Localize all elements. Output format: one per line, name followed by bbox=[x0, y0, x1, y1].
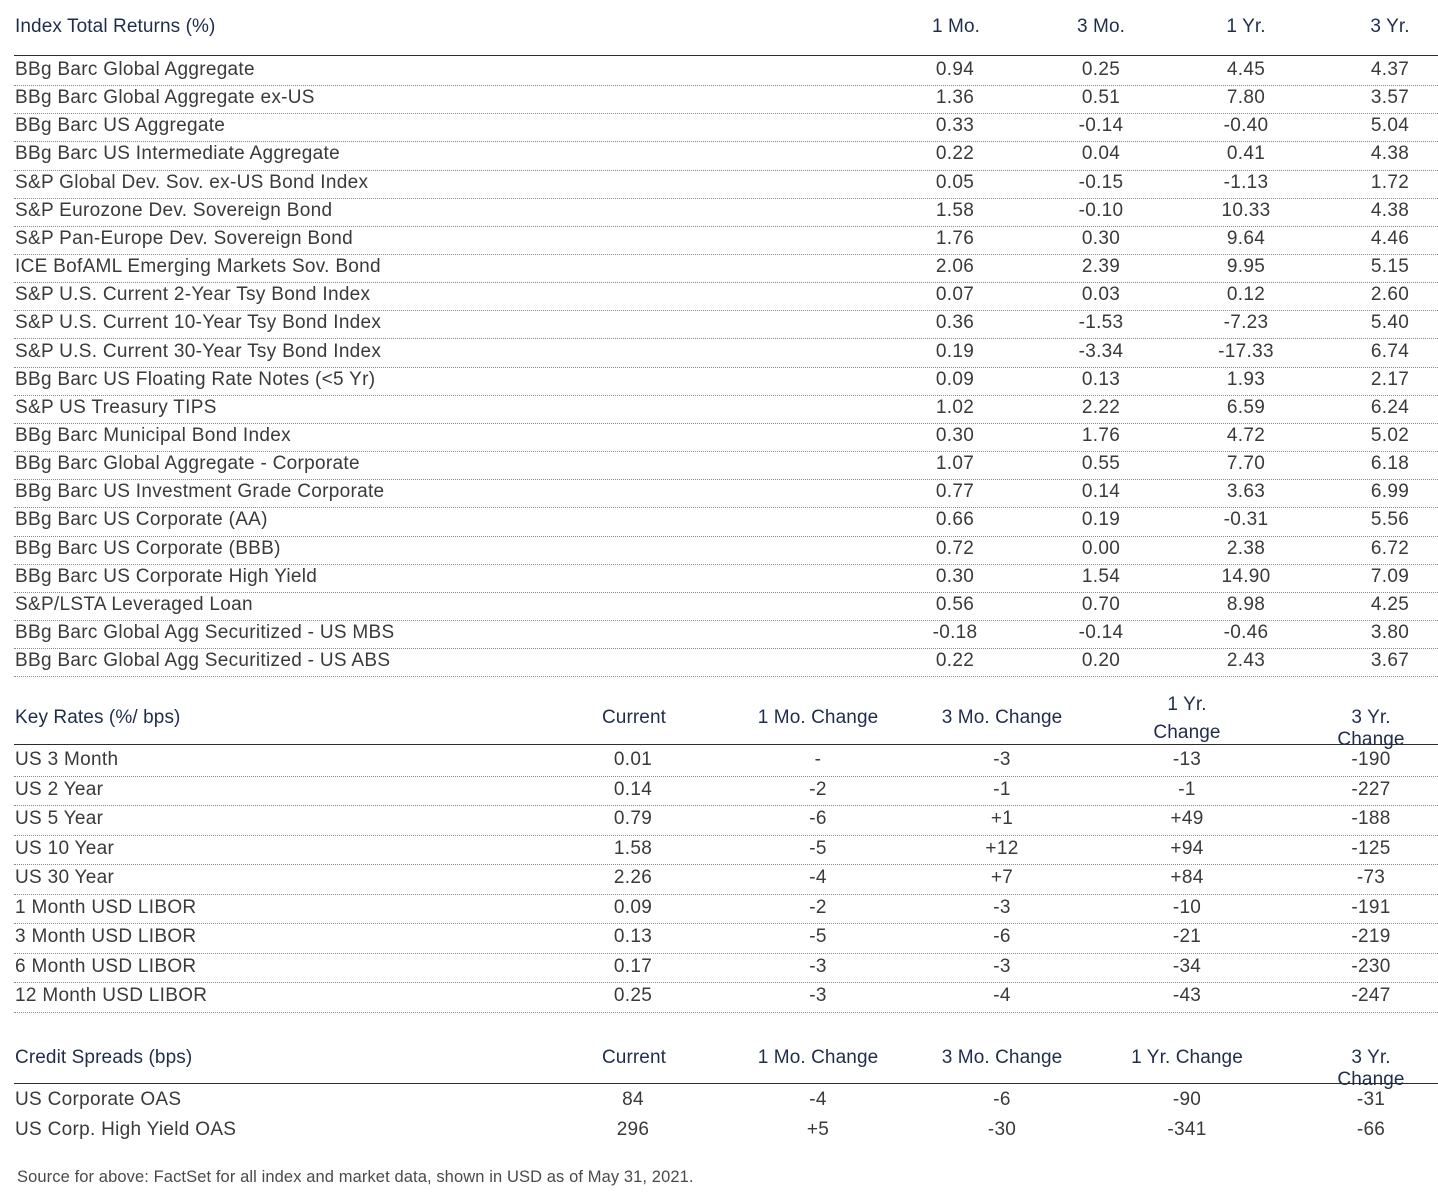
row-value: -1 bbox=[1178, 778, 1196, 800]
row-label: US Corporate OAS bbox=[15, 1089, 182, 1110]
row-label: BBg Barc Global Aggregate - Corporate bbox=[15, 453, 360, 475]
row-value: -3.34 bbox=[1078, 340, 1124, 362]
credit-spreads-title: Credit Spreads (bps) bbox=[15, 1047, 193, 1068]
row-value: 4.72 bbox=[1226, 424, 1266, 446]
row-label: S&P US Treasury TIPS bbox=[15, 396, 217, 418]
row-value: 6.24 bbox=[1370, 396, 1410, 418]
row-value: 7.09 bbox=[1370, 565, 1410, 587]
row-value: 0.56 bbox=[935, 593, 975, 615]
row-label: BBg Barc US Corporate (AA) bbox=[15, 509, 268, 531]
row-value: -6 bbox=[993, 1089, 1011, 1110]
row-label: S&P/LSTA Leveraged Loan bbox=[15, 593, 253, 615]
col-header-1mo-change: 1 Mo. Change bbox=[757, 707, 879, 728]
row-value: -227 bbox=[1351, 778, 1391, 800]
table-row bbox=[14, 746, 1438, 777]
table-row bbox=[14, 835, 1438, 866]
row-value: -13 bbox=[1172, 749, 1202, 770]
row-value: +84 bbox=[1170, 867, 1204, 888]
row-label: BBg Barc US Corporate High Yield bbox=[15, 565, 318, 587]
table-row bbox=[14, 592, 1438, 621]
table-row bbox=[14, 367, 1438, 396]
row-value: 0.70 bbox=[1081, 593, 1121, 615]
row-value: 0.51 bbox=[1081, 87, 1121, 109]
row-value: 0.09 bbox=[935, 368, 975, 390]
table-row bbox=[14, 226, 1438, 255]
row-value: +5 bbox=[806, 1119, 830, 1140]
row-value: -7.23 bbox=[1223, 312, 1269, 334]
row-value: 9.64 bbox=[1226, 227, 1266, 249]
table-row bbox=[14, 254, 1438, 283]
row-value: -4 bbox=[809, 867, 827, 888]
row-value: 9.95 bbox=[1226, 256, 1266, 278]
row-value: 0.36 bbox=[935, 312, 975, 334]
row-value: 296 bbox=[616, 1119, 650, 1140]
row-value: 3.57 bbox=[1370, 87, 1410, 109]
row-value: -73 bbox=[1356, 867, 1386, 888]
row-value: 0.17 bbox=[613, 955, 653, 977]
row-value: 2.26 bbox=[613, 867, 653, 888]
table-row bbox=[14, 423, 1438, 452]
row-value: 1.93 bbox=[1226, 368, 1266, 390]
row-value: 0.72 bbox=[935, 537, 975, 559]
row-value: -0.14 bbox=[1078, 622, 1124, 643]
row-value: +49 bbox=[1170, 808, 1204, 829]
table-row bbox=[14, 170, 1438, 199]
row-value: -21 bbox=[1172, 926, 1202, 947]
row-value: 1.58 bbox=[935, 199, 975, 221]
row-value: - bbox=[814, 749, 822, 770]
row-label: US 3 Month bbox=[15, 749, 119, 770]
row-label: US Corp. High Yield OAS bbox=[15, 1119, 237, 1140]
row-label: BBg Barc Global Agg Securitized - US ABS bbox=[15, 650, 391, 672]
col-header-3mo-change: 3 Mo. Change bbox=[941, 707, 1063, 728]
table-row bbox=[14, 282, 1438, 311]
row-value: 0.30 bbox=[1081, 227, 1121, 249]
row-label: BBg Barc Global Agg Securitized - US MBS bbox=[15, 622, 395, 643]
index-returns-title: Index Total Returns (%) bbox=[15, 16, 216, 37]
credit-spreads-header bbox=[14, 1033, 1438, 1090]
row-value: 0.14 bbox=[1081, 481, 1121, 503]
row-label: S&P U.S. Current 10-Year Tsy Bond Index bbox=[15, 312, 382, 334]
row-value: -5 bbox=[809, 926, 827, 947]
row-value: -2 bbox=[809, 896, 827, 918]
row-value: 0.22 bbox=[935, 143, 975, 165]
col-header-1yr-line1: 1 Yr. bbox=[1167, 694, 1207, 715]
row-label: US 2 Year bbox=[15, 778, 104, 800]
row-label: BBg Barc Global Aggregate bbox=[15, 59, 255, 80]
row-value: 1.54 bbox=[1081, 565, 1121, 587]
col-header-3yr-change: 3 Yr. Change bbox=[1337, 707, 1405, 750]
row-value: -31 bbox=[1356, 1089, 1386, 1110]
row-value: -188 bbox=[1351, 808, 1391, 829]
row-value: -43 bbox=[1172, 985, 1202, 1006]
row-value: -10 bbox=[1172, 896, 1202, 918]
table-row bbox=[14, 310, 1438, 339]
row-value: 3.80 bbox=[1370, 622, 1410, 643]
row-value: 2.17 bbox=[1370, 368, 1410, 390]
row-value: 0.07 bbox=[935, 284, 975, 306]
row-label: S&P Pan-Europe Dev. Sovereign Bond bbox=[15, 227, 353, 249]
table-row bbox=[14, 982, 1438, 1013]
row-value: -190 bbox=[1351, 749, 1391, 770]
row-value: +1 bbox=[990, 808, 1014, 829]
row-value: 0.55 bbox=[1081, 453, 1121, 475]
row-value: 84 bbox=[622, 1089, 644, 1110]
key-rates-header bbox=[14, 690, 1438, 750]
row-value: 0.13 bbox=[1081, 368, 1121, 390]
table-row bbox=[14, 141, 1438, 170]
table-row bbox=[14, 507, 1438, 536]
row-value: 0.41 bbox=[1226, 143, 1266, 165]
row-value: -219 bbox=[1351, 926, 1391, 947]
row-label: S&P U.S. Current 30-Year Tsy Bond Index bbox=[15, 340, 382, 362]
col-header-1yr-change: 1 Yr. Change bbox=[1131, 1047, 1243, 1068]
col-header-3mo: 3 Mo. bbox=[1076, 16, 1126, 37]
table-row bbox=[14, 395, 1438, 424]
row-value: 6.18 bbox=[1370, 453, 1410, 475]
row-value: 2.38 bbox=[1226, 537, 1266, 559]
row-value: 2.60 bbox=[1370, 284, 1410, 306]
row-label: BBg Barc US Intermediate Aggregate bbox=[15, 143, 340, 165]
col-header-1mo: 1 Mo. bbox=[931, 16, 981, 37]
row-value: 1.58 bbox=[613, 837, 653, 859]
row-label: S&P Global Dev. Sov. ex-US Bond Index bbox=[15, 171, 369, 193]
row-value: -0.10 bbox=[1078, 199, 1124, 221]
row-value: 4.37 bbox=[1370, 59, 1410, 80]
row-value: -5 bbox=[809, 837, 827, 859]
col-header-3yr: 3 Yr. bbox=[1370, 16, 1410, 37]
row-value: 2.22 bbox=[1081, 396, 1121, 418]
row-value: 1.36 bbox=[935, 87, 975, 109]
key-rates-title: Key Rates (%/ bps) bbox=[15, 707, 181, 728]
row-value: 4.38 bbox=[1370, 143, 1410, 165]
table-row bbox=[14, 953, 1438, 984]
row-value: -2 bbox=[809, 778, 827, 800]
row-value: 0.79 bbox=[613, 808, 653, 829]
row-value: 0.19 bbox=[1081, 509, 1121, 531]
row-value: 6.72 bbox=[1370, 537, 1410, 559]
table-row bbox=[14, 198, 1438, 227]
row-value: 5.15 bbox=[1370, 256, 1410, 278]
row-value: -30 bbox=[987, 1119, 1017, 1140]
row-value: 0.13 bbox=[613, 926, 653, 947]
row-value: 5.40 bbox=[1370, 312, 1410, 334]
row-label: 12 Month USD LIBOR bbox=[15, 985, 208, 1006]
row-value: -34 bbox=[1172, 955, 1202, 977]
row-value: -17.33 bbox=[1218, 340, 1274, 362]
row-value: -125 bbox=[1351, 837, 1391, 859]
row-value: 0.12 bbox=[1226, 284, 1266, 306]
table-row bbox=[14, 776, 1438, 807]
table-row bbox=[14, 57, 1438, 86]
row-label: ICE BofAML Emerging Markets Sov. Bond bbox=[15, 256, 381, 278]
row-value: 0.14 bbox=[613, 778, 653, 800]
row-value: 5.56 bbox=[1370, 509, 1410, 531]
row-value: -191 bbox=[1351, 896, 1391, 918]
row-label: BBg Barc US Aggregate bbox=[15, 115, 226, 137]
row-value: 0.05 bbox=[935, 171, 975, 193]
table-row bbox=[14, 805, 1438, 836]
row-value: -4 bbox=[993, 985, 1011, 1006]
table-row bbox=[14, 113, 1438, 142]
row-value: -0.40 bbox=[1223, 115, 1269, 137]
row-value: 1.07 bbox=[935, 453, 975, 475]
col-header-3mo-change: 3 Mo. Change bbox=[941, 1047, 1063, 1068]
row-value: 1.72 bbox=[1370, 171, 1410, 193]
row-label: US 5 Year bbox=[15, 808, 104, 829]
col-header-current: Current bbox=[601, 707, 667, 728]
row-value: 4.45 bbox=[1226, 59, 1266, 80]
row-value: 7.70 bbox=[1226, 453, 1266, 475]
row-value: 0.20 bbox=[1081, 650, 1121, 672]
table-row bbox=[14, 339, 1438, 368]
col-header-current: Current bbox=[601, 1047, 667, 1068]
row-value: 2.39 bbox=[1081, 256, 1121, 278]
col-header-1yr-line2: Change bbox=[1153, 722, 1221, 743]
row-value: 0.25 bbox=[1081, 59, 1121, 80]
table-row bbox=[14, 479, 1438, 508]
row-value: 4.25 bbox=[1370, 593, 1410, 615]
table-row bbox=[14, 1115, 1438, 1145]
col-header-3yr-change: 3 Yr. Change bbox=[1337, 1047, 1405, 1090]
row-value: 1.02 bbox=[935, 396, 975, 418]
row-value: 2.06 bbox=[935, 256, 975, 278]
row-value: +94 bbox=[1170, 837, 1204, 859]
row-label: S&P Eurozone Dev. Sovereign Bond bbox=[15, 199, 333, 221]
table-row bbox=[14, 536, 1438, 565]
col-header-1yr: 1 Yr. bbox=[1226, 16, 1266, 37]
row-value: 0.77 bbox=[935, 481, 975, 503]
row-value: 0.30 bbox=[935, 565, 975, 587]
row-value: 2.43 bbox=[1226, 650, 1266, 672]
row-value: 4.38 bbox=[1370, 199, 1410, 221]
row-value: 10.33 bbox=[1221, 199, 1271, 221]
row-value: 0.03 bbox=[1081, 284, 1121, 306]
row-value: +12 bbox=[985, 837, 1019, 859]
table-row bbox=[14, 864, 1438, 895]
row-label: US 30 Year bbox=[15, 867, 115, 888]
row-value: -3 bbox=[809, 985, 827, 1006]
row-value: 6.59 bbox=[1226, 396, 1266, 418]
row-value: 5.02 bbox=[1370, 424, 1410, 446]
row-label: 6 Month USD LIBOR bbox=[15, 955, 197, 977]
row-label: S&P U.S. Current 2-Year Tsy Bond Index bbox=[15, 284, 371, 306]
row-label: 1 Month USD LIBOR bbox=[15, 896, 197, 918]
row-value: -6 bbox=[809, 808, 827, 829]
row-value: -3 bbox=[993, 749, 1011, 770]
row-value: -341 bbox=[1167, 1119, 1207, 1140]
row-value: 7.80 bbox=[1226, 87, 1266, 109]
row-value: 3.67 bbox=[1370, 650, 1410, 672]
row-value: 5.04 bbox=[1370, 115, 1410, 137]
table-row bbox=[14, 620, 1438, 649]
table-row bbox=[14, 85, 1438, 114]
col-header-1mo-change: 1 Mo. Change bbox=[757, 1047, 879, 1068]
row-value: -0.31 bbox=[1223, 509, 1269, 531]
row-label: US 10 Year bbox=[15, 837, 115, 859]
row-value: 0.25 bbox=[613, 985, 653, 1006]
row-value: 6.74 bbox=[1370, 340, 1410, 362]
row-value: +7 bbox=[990, 867, 1014, 888]
table-row bbox=[14, 564, 1438, 593]
row-value: -1.13 bbox=[1223, 171, 1269, 193]
row-value: -0.18 bbox=[932, 622, 978, 643]
row-value: 0.01 bbox=[613, 749, 653, 770]
table-row bbox=[14, 923, 1438, 954]
row-label: BBg Barc US Corporate (BBB) bbox=[15, 537, 281, 559]
row-value: -1.53 bbox=[1078, 312, 1124, 334]
row-value: 4.46 bbox=[1370, 227, 1410, 249]
row-value: -3 bbox=[809, 955, 827, 977]
table-row bbox=[14, 894, 1438, 925]
table-row bbox=[14, 1085, 1438, 1115]
row-value: 0.66 bbox=[935, 509, 975, 531]
row-value: 8.98 bbox=[1226, 593, 1266, 615]
row-value: 0.22 bbox=[935, 650, 975, 672]
row-value: 0.30 bbox=[935, 424, 975, 446]
row-value: -230 bbox=[1351, 955, 1391, 977]
row-value: 0.00 bbox=[1081, 537, 1121, 559]
row-label: BBg Barc Municipal Bond Index bbox=[15, 424, 291, 446]
row-value: 1.76 bbox=[935, 227, 975, 249]
row-label: 3 Month USD LIBOR bbox=[15, 926, 197, 947]
row-value: 3.63 bbox=[1226, 481, 1266, 503]
row-value: -0.46 bbox=[1223, 622, 1269, 643]
row-value: -0.14 bbox=[1078, 115, 1124, 137]
row-value: -247 bbox=[1351, 985, 1391, 1006]
row-value: -4 bbox=[809, 1089, 827, 1110]
row-value: -66 bbox=[1356, 1119, 1386, 1140]
row-value: -3 bbox=[993, 955, 1011, 977]
source-note: Source for above: FactSet for all index and market data, shown in USD as of May 31, 2021. bbox=[17, 1168, 694, 1186]
row-value: 1.76 bbox=[1081, 424, 1121, 446]
row-value: 6.99 bbox=[1370, 481, 1410, 503]
row-value: 0.94 bbox=[935, 59, 975, 80]
row-value: 14.90 bbox=[1221, 565, 1271, 587]
index-returns-header bbox=[14, 0, 1438, 56]
row-label: BBg Barc US Investment Grade Corporate bbox=[15, 481, 385, 503]
table-row bbox=[14, 648, 1438, 677]
row-value: 0.33 bbox=[935, 115, 975, 137]
table-row bbox=[14, 451, 1438, 480]
row-value: 0.09 bbox=[613, 896, 653, 918]
row-value: -1 bbox=[993, 778, 1011, 800]
row-value: -0.15 bbox=[1078, 171, 1124, 193]
row-value: -3 bbox=[993, 896, 1011, 918]
row-value: -90 bbox=[1172, 1089, 1202, 1110]
row-label: BBg Barc Global Aggregate ex-US bbox=[15, 87, 315, 109]
row-value: 0.19 bbox=[935, 340, 975, 362]
row-value: -6 bbox=[993, 926, 1011, 947]
row-label: BBg Barc US Floating Rate Notes (<5 Yr) bbox=[15, 368, 376, 390]
row-value: 0.04 bbox=[1081, 143, 1121, 165]
